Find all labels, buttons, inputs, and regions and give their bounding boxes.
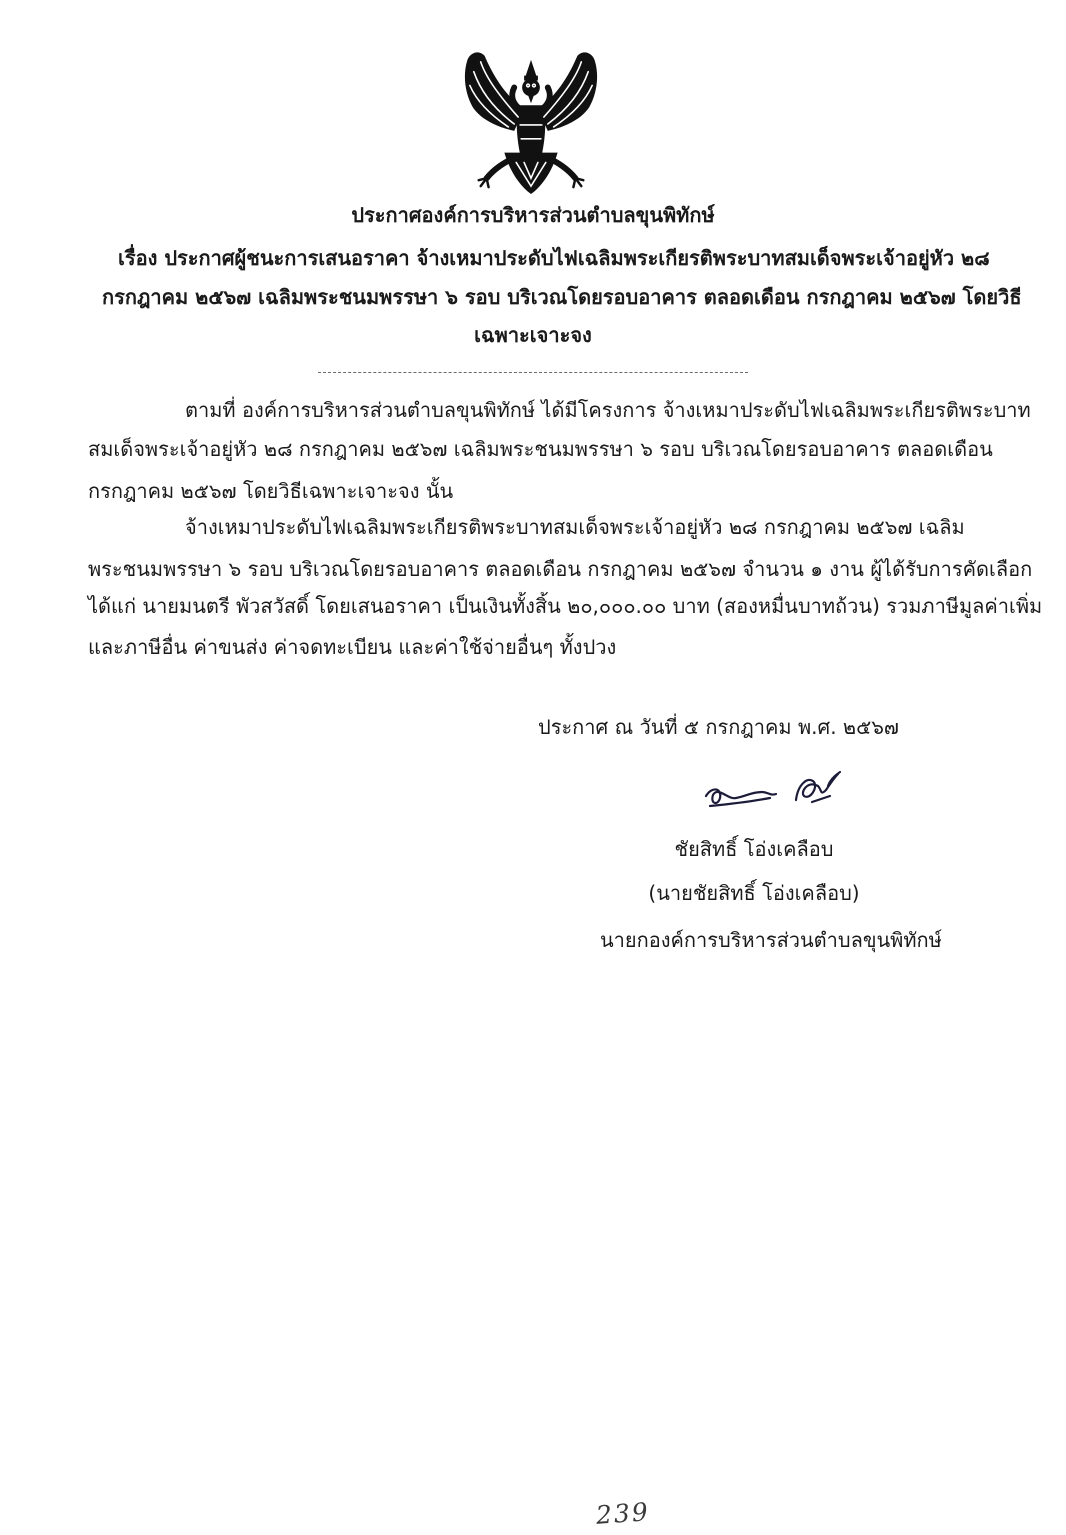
handwritten-page-number: 239	[595, 1497, 651, 1530]
signer-name: ชัยสิทธิ์ โอ่งเคลือบ	[674, 837, 834, 861]
body-line: พระชนมพรรษา ๖ รอบ บริเวณโดยรอบอาคาร ตลอดเดือน กรกฎาคม ๒๕๖๗ จำนวน ๑ งาน ผู้ได้รับการคัดเลือก	[88, 557, 1033, 581]
subject-line: เรื่อง ประกาศผู้ชนะการเสนอราคา จ้างเหมาประดับไฟเฉลิมพระเกียรติพระบาทสมเด็จพระเจ้าอยู่หัว ๒๘	[118, 246, 990, 270]
document-title: ประกาศองค์การบริหารส่วนตำบลขุนพิทักษ์	[351, 203, 715, 227]
body-line: กรกฎาคม ๒๕๖๗ โดยวิธีเฉพาะเจาะจง นั้น	[88, 479, 454, 503]
body-line: สมเด็จพระเจ้าอยู่หัว ๒๘ กรกฎาคม ๒๕๖๗ เฉลิมพระชนมพรรษา ๖ รอบ บริเวณโดยรอบอาคาร ตลอดเดือน	[88, 437, 993, 461]
body-line: ได้แก่ นายมนตรี พัวสวัสดิ์ โดยเสนอราคา เป็นเงินทั้งสิ้น ๒๐,๐๐๐.๐๐ บาท (สองหมื่นบาทถ้วน) รวมภาษีมูลค่าเพิ่ม	[88, 594, 1043, 618]
handwritten-signature-icon	[700, 766, 845, 818]
signer-full-name: (นายชัยสิทธิ์ โอ่งเคลือบ)	[648, 881, 860, 905]
dashed-divider	[318, 372, 748, 373]
garuda-emblem-icon	[456, 48, 606, 196]
body-line: จ้างเหมาประดับไฟเฉลิมพระเกียรติพระบาทสมเด็จพระเจ้าอยู่หัว ๒๘ กรกฎาคม ๒๕๖๗ เฉลิม	[185, 515, 965, 539]
body-line: ตามที่ องค์การบริหารส่วนตำบลขุนพิทักษ์ ได้มีโครงการ จ้างเหมาประดับไฟเฉลิมพระเกียรติพระบาท	[185, 398, 1031, 422]
subject-line: เฉพาะเจาะจง	[474, 323, 592, 347]
subject-line: กรกฎาคม ๒๕๖๗ เฉลิมพระชนมพรรษา ๖ รอบ บริเวณโดยรอบอาคาร ตลอดเดือน กรกฎาคม ๒๕๖๗ โดยวิธี	[102, 285, 1022, 309]
body-line: และภาษีอื่น ค่าขนส่ง ค่าจดทะเบียน และค่าใช้จ่ายอื่นๆ ทั้งปวง	[88, 635, 617, 659]
signer-position: นายกองค์การบริหารส่วนตำบลขุนพิทักษ์	[600, 928, 942, 952]
announcement-date: ประกาศ ณ วันที่ ๕ กรกฎาคม พ.ศ. ๒๕๖๗	[538, 715, 899, 739]
